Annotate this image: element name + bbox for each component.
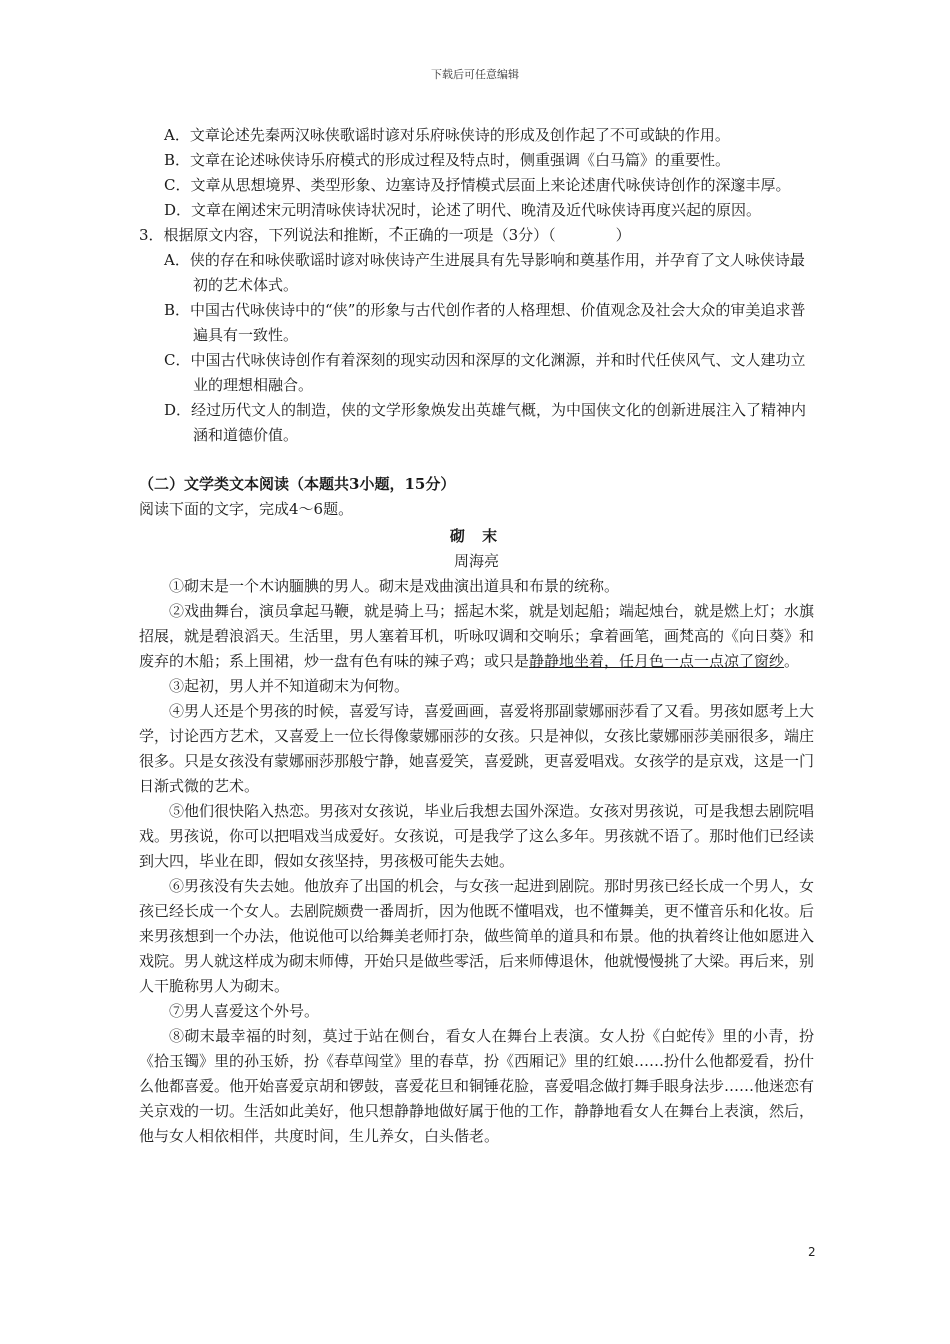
section-gap bbox=[139, 448, 814, 472]
question-suffix: 正确的一项是（3分）（ ） bbox=[403, 226, 631, 244]
option-label: B． bbox=[164, 151, 191, 169]
paragraph-text: ②戏曲舞台，演员拿起马鞭，就是骑上马；摇起木桨，就是划起船；端起烛台，就是燃上灯；水旗招展，就是碧浪滔天。生活里，男人塞着耳机，听咏叹调和交响乐；拿着画笔，画梵高的《向日葵》和废弃的木船；系上围裙，炒一盘有色有味的辣子鸡；或只是 bbox=[139, 602, 815, 670]
option-text: 文章在论述咏侠诗乐府模式的形成过程及特点时，侧重强调《白马篇》的重要性。 bbox=[190, 151, 731, 169]
option-label: A． bbox=[164, 251, 190, 269]
paragraph-5: ⑤他们很快陷入热恋。男孩对女孩说，毕业后我想去国外深造。女孩对男孩说，可是我想去剧院唱戏。男孩说，你可以把唱戏当成爱好。女孩说，可是我学了这么多年。男孩就不语了。那时他们已经读到大四，毕业在即，假如女孩坚持，男孩极可能失去她。 bbox=[139, 802, 815, 870]
option-text: 文章论述先秦两汉咏侠歌谣时谚对乐府咏侠诗的形成及创作起了不可或缺的作用。 bbox=[189, 126, 730, 144]
story-title: 砌 末 bbox=[449, 527, 504, 545]
paragraph-1: ①砌末是一个木讷腼腆的男人。砌末是戏曲演出道具和布景的统称。 bbox=[169, 577, 620, 595]
q2-option-b bbox=[139, 148, 814, 173]
q3-option-d bbox=[139, 398, 814, 448]
underlined-sentence: 静静地坐着，任月色一点一点凉了窗纱 bbox=[529, 652, 785, 670]
option-label: A． bbox=[164, 126, 190, 144]
option-text: 文章从思想境界、类型形象、边塞诗及抒情模式层面上来论述唐代咏侠诗创作的深邃丰厚。 bbox=[190, 176, 791, 194]
emphasis-char: 不 bbox=[388, 226, 404, 244]
option-label: C． bbox=[164, 176, 191, 194]
story-author: 周海亮 bbox=[453, 552, 499, 570]
q3-option-b bbox=[139, 298, 814, 348]
option-label: C． bbox=[164, 351, 191, 369]
page-number: 2 bbox=[808, 1245, 816, 1259]
option-label: B． bbox=[164, 301, 191, 319]
document-body bbox=[139, 123, 814, 1149]
q2-option-d bbox=[139, 198, 814, 223]
instruction: 阅读下面的文字，完成4～6题。 bbox=[139, 500, 354, 518]
option-text: 文章在阐述宋元明清咏侠诗状况时，论述了明代、晚清及近代咏侠诗再度兴起的原因。 bbox=[191, 201, 762, 219]
paragraph-8: ⑧砌末最幸福的时刻，莫过于站在侧台，看女人在舞台上表演。女人扮《白蛇传》里的小青，扮《拾玉镯》里的孙玉娇，扮《春草闯堂》里的春草，扮《西厢记》里的红娘……扮什么他都爱看，扮什么他都喜爱。他开始喜爱京胡和锣鼓，喜爱花旦和铜锤花脸，喜爱唱念做打舞手眼身法步……他迷恋有关京戏的一切。生活如此美好，他只想静静地做好属于他的工作，静静地看女人在舞台上表演，然后，他与女人相依相伴，共度时间，生儿养女，白头偕老。 bbox=[139, 1027, 815, 1145]
paragraph-4: ④男人还是个男孩的时候，喜爱写诗，喜爱画画，喜爱将那副蒙娜丽莎看了又看。男孩如愿考上大学，讨论西方艺术，又喜爱上一位长得像蒙娜丽莎的女孩。只是神似，女孩比蒙娜丽莎美丽很多，端庄很多。只是女孩没有蒙娜丽莎那般宁静，她喜爱笑，喜爱跳，更喜爱唱戏。女孩学的是京戏，这是一门日渐式微的艺术。 bbox=[139, 702, 815, 795]
q2-option-c bbox=[139, 173, 814, 198]
paragraph-3: ③起初，男人并不知道砌末为何物。 bbox=[169, 677, 410, 695]
option-text: 中国古代咏侠诗创作有着深刻的现实动因和深厚的文化渊源，并和时代任侠风气、文人建功立业的理想相融合。 bbox=[190, 351, 806, 394]
option-text: 侠的存在和咏侠歌谣时谚对咏侠诗产生进展具有先导影响和奠基作用，并孕育了文人咏侠诗最初的艺术体式。 bbox=[189, 251, 805, 294]
question-prefix: 3．根据原文内容，下列说法和推断， bbox=[139, 226, 389, 244]
paragraph-text: 。 bbox=[784, 652, 800, 670]
page-header: 下载后可任意编辑 bbox=[431, 68, 519, 81]
q3-option-c bbox=[139, 348, 814, 398]
option-label: D． bbox=[164, 401, 192, 419]
option-label: D． bbox=[164, 201, 192, 219]
option-text: 中国古代咏侠诗中的“侠”的形象与古代创作者的人格理想、价值观念及社会大众的审美追求普遍具有一致性。 bbox=[190, 301, 806, 344]
q2-option-a bbox=[139, 123, 814, 148]
paragraph-7: ⑦男人喜爱这个外号。 bbox=[169, 1002, 320, 1020]
q3-option-a bbox=[139, 248, 814, 298]
option-text: 经过历代文人的制造，侠的文学形象焕发出英雄气概，为中国侠文化的创新进展注入了精神内涵和道德价值。 bbox=[191, 401, 807, 444]
paragraph-6: ⑥男孩没有失去她。他放弃了出国的机会，与女孩一起进到剧院。那时男孩已经长成一个男人，女孩已经长成一个女人。去剧院颇费一番周折，因为他既不懂唱戏，也不懂舞美，更不懂音乐和化妆。后来男孩想到一个办法，他说他可以给舞美老师打杂，做些简单的道具和布景。他的执着终让他如愿进入戏院。男人就这样成为砌末师傅，开始只是做些零活，后来师傅退休，他就慢慢挑了大梁。再后来，别人干脆称男人为砌末。 bbox=[139, 877, 815, 995]
question-3 bbox=[139, 223, 814, 248]
section-title: （二）文学类文本阅读（本题共3小题，15分） bbox=[139, 475, 456, 493]
paragraph-2 bbox=[139, 599, 814, 674]
